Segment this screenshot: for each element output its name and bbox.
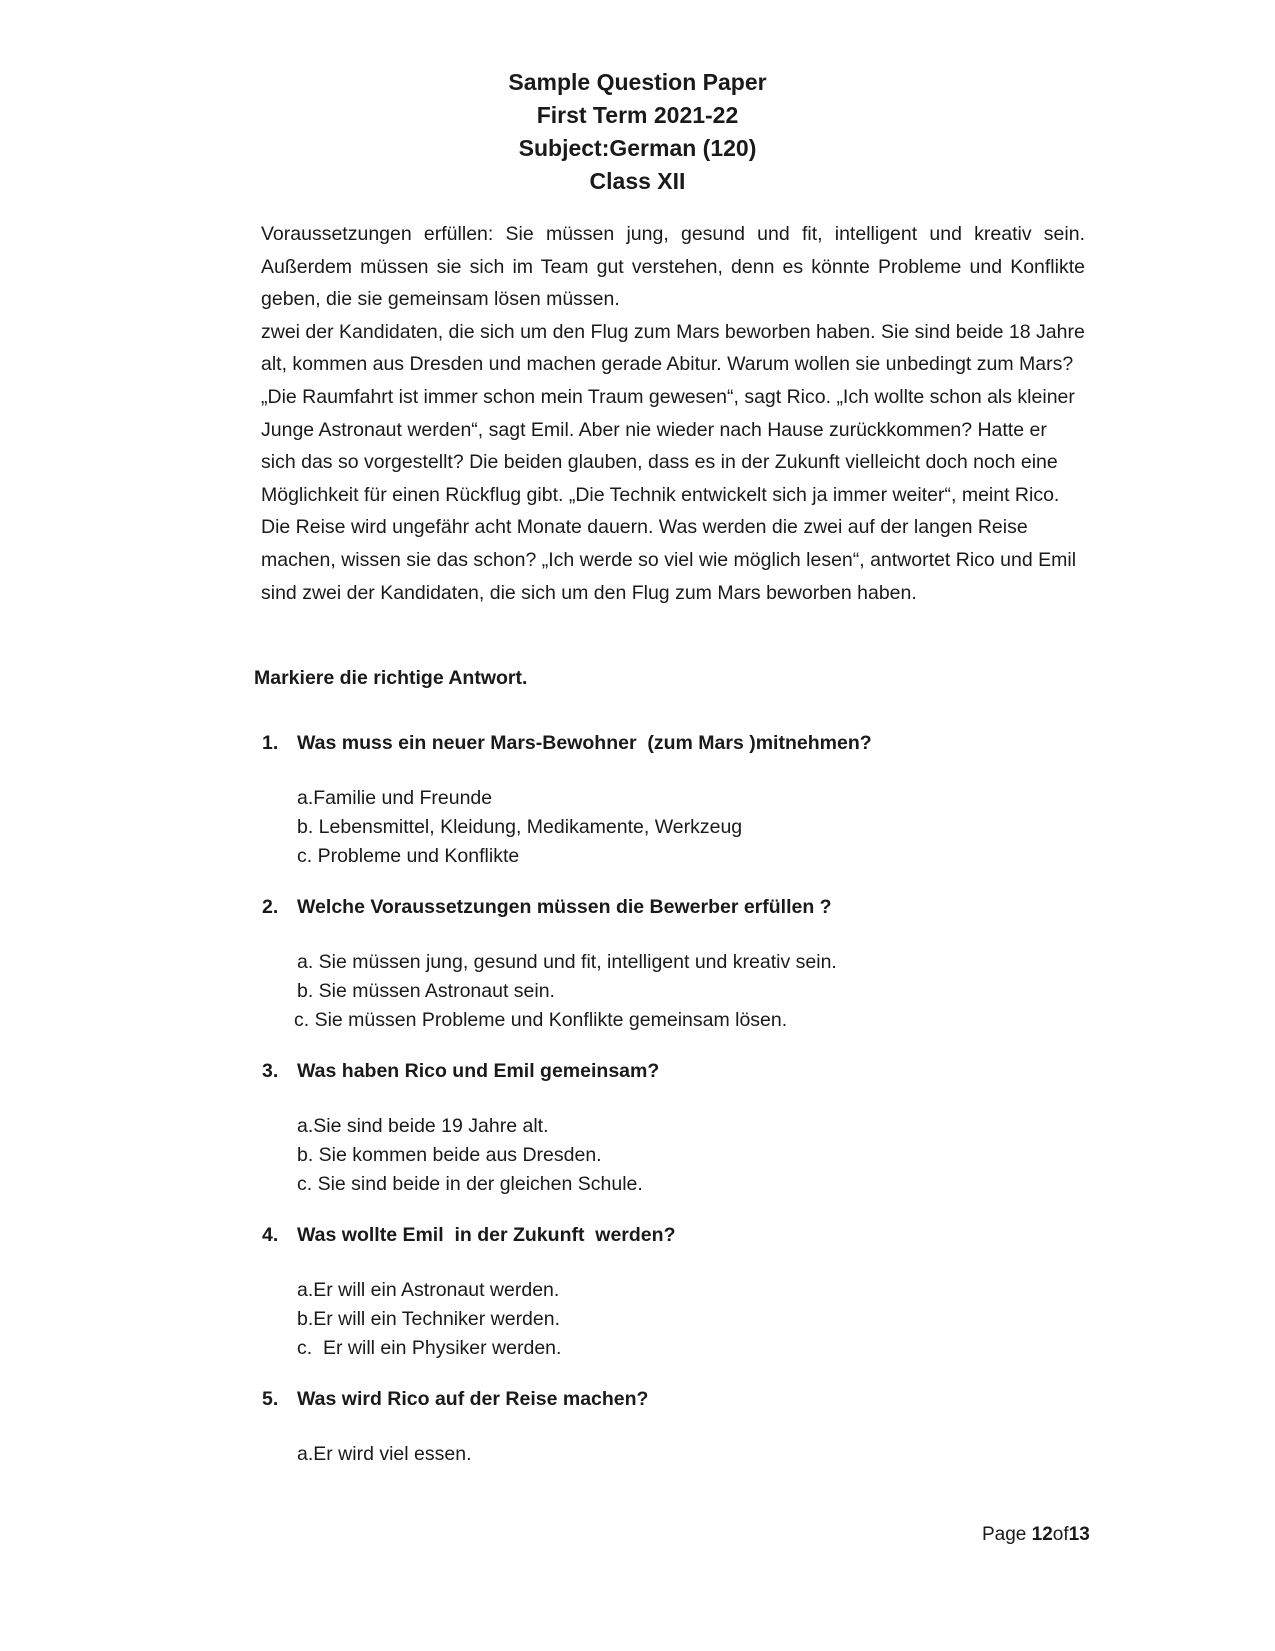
page-current: 12 [1031,1524,1053,1545]
question-text: Was wird Rico auf der Reise machen? [297,1388,649,1410]
passage-paragraph-2: zwei der Kandidaten, die sich um den Flug zum Mars beworben haben. Sie sind beide 18 Jahre alt, kommen aus Dresden und machen gerade Abitur. Warum wollen sie unbedingt zum Mars? „Die Raumfahrt ist immer schon mein Traum gewesen“, sagt Rico. „Ich wollte schon als kleiner Junge Astronaut werden“, sagt Emil. Aber nie wieder nach Hause zurückkommen? Hatte er sich das so vorgestellt? Die beiden glauben, dass es in der Zukunft vielleicht doch noch eine Möglichkeit für einen Rückflug gibt. „Die Technik entwickelt sich ja immer weiter“, meint Rico. Die Reise wird ungefähr acht Monate dauern. Was werden die zwei auf der langen Reise machen, wissen sie das schon? „Ich werde so viel wie möglich lesen“, antwortet Rico und Emil sind zwei der Kandidaten, die sich um den Flug zum Mars beworben haben. [261,320,1085,604]
answer-options [297,784,1122,871]
question-number: 2. [262,896,279,918]
answer-option: a.Er wird viel essen. [297,1443,472,1465]
question-item [262,1385,1122,1469]
answer-options [297,1112,1122,1199]
header-term: First Term 2021-22 [536,102,739,128]
header-title: Sample Question Paper [508,69,767,95]
reading-passage [261,218,1085,609]
header-subject: Subject:German (120) [518,135,757,161]
question-heading [262,893,1122,921]
answer-options [294,948,1122,1035]
page-total: 13 [1068,1524,1090,1545]
answer-option: c. Sie sind beide in der gleichen Schule. [297,1173,643,1195]
page-label: Page [982,1524,1032,1545]
question-number: 4. [262,1224,279,1246]
answer-option: b.Er will ein Techniker werden. [297,1308,561,1330]
answer-option: c. Er will ein Physiker werden. [297,1337,562,1359]
question-item [262,1221,1122,1363]
question-list [262,729,1122,1491]
question-text: Was haben Rico und Emil gemeinsam? [297,1060,660,1082]
page-number [982,1522,1090,1548]
answer-options [297,1440,1122,1469]
question-heading [262,1385,1122,1413]
question-heading [262,1221,1122,1249]
question-number: 5. [262,1388,279,1410]
header-class: Class XII [589,168,686,194]
question-heading [262,1057,1122,1085]
answer-option: c. Sie müssen Probleme und Konflikte gemeinsam lösen. [294,1009,788,1031]
question-text: Was wollte Emil in der Zukunft werden? [297,1224,676,1246]
question-heading [262,729,1122,757]
answer-option: b. Sie müssen Astronaut sein. [297,980,555,1002]
question-number: 3. [262,1060,279,1082]
answer-option: b. Lebensmittel, Kleidung, Medikamente, Werkzeug [297,816,743,838]
answer-option: a.Sie sind beide 19 Jahre alt. [297,1115,549,1137]
question-text: Welche Voraussetzungen müssen die Bewerber erfüllen ? [297,896,832,918]
document-header [0,66,1275,198]
question-text: Was muss ein neuer Mars-Bewohner (zum Mars )mitnehmen? [297,732,872,754]
answer-option: c. Probleme und Konflikte [297,845,520,867]
passage-paragraph-1: Voraussetzungen erfüllen: Sie müssen jung, gesund und fit, intelligent und kreativ sein. Außerdem müssen sie sich im Team gut verstehen, denn es könnte Probleme und Konflikte geben, die sie gemeinsam lösen müssen. [261,223,1085,311]
answer-options [297,1276,1122,1363]
instruction-text: Markiere die richtige Antwort. [254,667,528,689]
answer-option: b. Sie kommen beide aus Dresden. [297,1144,602,1166]
question-number: 1. [262,732,279,754]
answer-option: a. Sie müssen jung, gesund und fit, intelligent und kreativ sein. [297,951,837,973]
question-item [262,1057,1122,1199]
question-item [262,729,1122,871]
page-of: of [1052,1524,1069,1545]
answer-option: a.Familie und Freunde [297,787,493,809]
question-item [262,893,1122,1035]
answer-option: a.Er will ein Astronaut werden. [297,1279,560,1301]
